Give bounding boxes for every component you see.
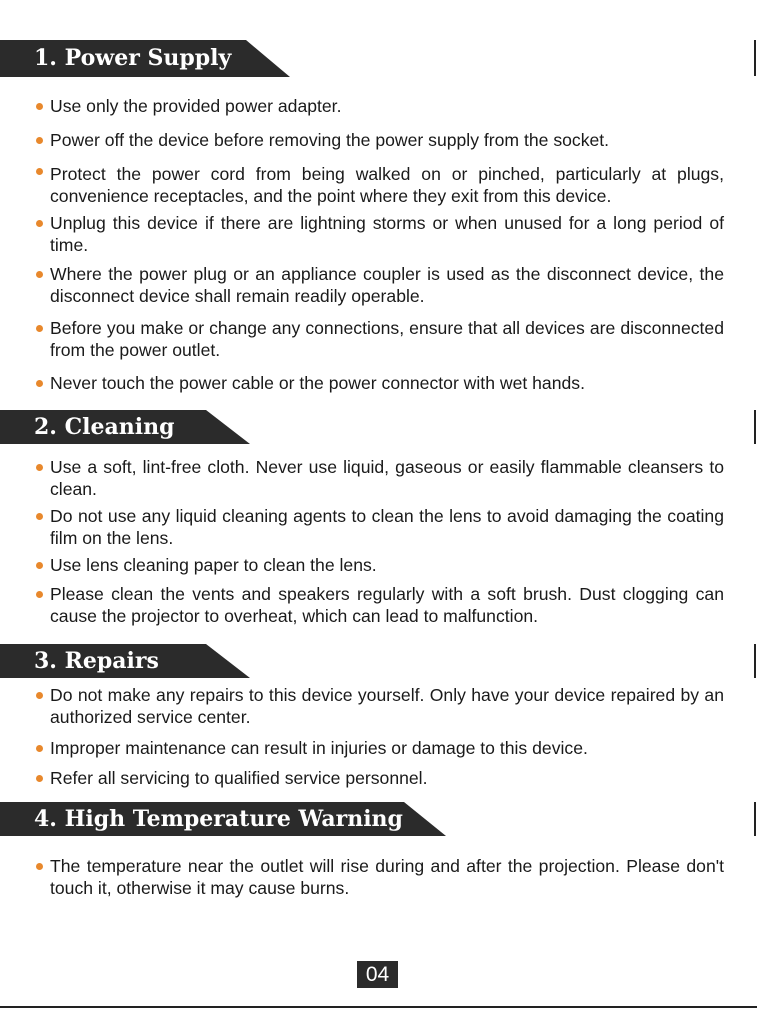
section-header [0,802,757,838]
section-title: 3. Repairs [34,648,159,674]
list-item: Before you make or change any connections, ensure that all devices are disconnected from the power outlet. [36,317,724,361]
bullet-dot-icon [36,464,43,471]
section-header [0,40,757,76]
bullet-dot-icon [36,745,43,752]
section-header [0,410,757,446]
bullet-dot-icon [36,137,43,144]
list-item: Unplug this device if there are lightning storms or when unused for a long period of time. [36,212,724,256]
list-item: Power off the device before removing the power supply from the socket. [36,129,724,151]
list-item: The temperature near the outlet will rise during and after the projection. Please don't touch it, otherwise it may cause burns. [36,855,724,899]
list-item: Refer all servicing to qualified service personnel. [36,767,724,789]
list-item: Use only the provided power adapter. [36,95,724,117]
list-item: Where the power plug or an appliance coupler is used as the disconnect device, the disconnect device shall remain readily operable. [36,263,724,307]
list-item: Use lens cleaning paper to clean the lens. [36,554,724,576]
list-item: Never touch the power cable or the power connector with wet hands. [36,372,724,394]
section-title: 1. Power Supply [34,45,232,71]
bullet-dot-icon [36,513,43,520]
section-title: 2. Cleaning [34,414,175,440]
bullet-dot-icon [36,220,43,227]
bullet-dot-icon [36,271,43,278]
bullet-dot-icon [36,863,43,870]
section-title: 4. High Temperature Warning [34,806,403,832]
page-number: 04 [357,961,398,988]
list-item: Improper maintenance can result in injuries or damage to this device. [36,737,724,759]
bullet-dot-icon [36,591,43,598]
section-power-supply [0,40,757,76]
bullet-dot-icon [36,325,43,332]
footer-rule [0,1006,757,1008]
bullet-dot-icon [36,562,43,569]
bullet-dot-icon [36,692,43,699]
list-item: Do not use any liquid cleaning agents to clean the lens to avoid damaging the coating film on the lens. [36,505,724,549]
bullet-dot-icon [36,380,43,387]
list-item: Do not make any repairs to this device yourself. Only have your device repaired by an authorized service center. [36,684,724,728]
list-item: Protect the power cord from being walked on or pinched, particularly at plugs, convenience receptacles, and the point where they exit from this device. [36,163,724,207]
section-repairs [0,644,757,680]
bullet-dot-icon [36,775,43,782]
section-high-temperature-warning [0,802,757,838]
bullet-dot-icon [36,103,43,110]
section-cleaning [0,410,757,446]
section-header [0,644,757,680]
bullet-dot-icon [36,168,43,175]
list-item: Use a soft, lint-free cloth. Never use liquid, gaseous or easily flammable cleansers to clean. [36,456,724,500]
list-item: Please clean the vents and speakers regularly with a soft brush. Dust clogging can cause the projector to overheat, which can lead to malfunction. [36,583,724,627]
